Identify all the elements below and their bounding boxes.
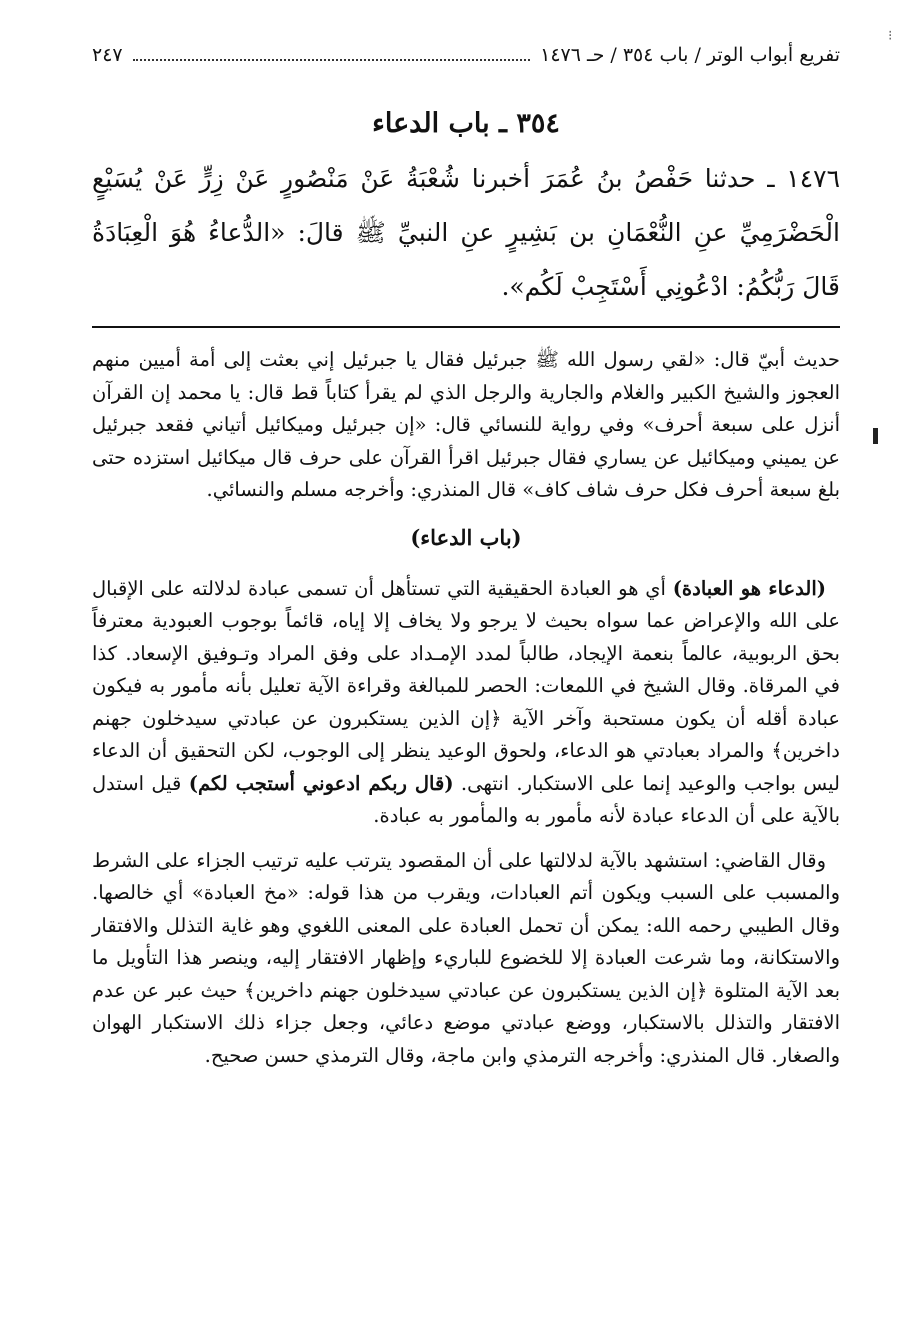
running-title: تفريع أبواب الوتر / باب ٣٥٤ / حـ ١٤٧٦ (540, 44, 840, 66)
page-number: ٢٤٧ (92, 44, 123, 66)
section-title: (باب الدعاء) (410, 524, 522, 550)
book-page (92, 40, 840, 1072)
commentary-paragraph-1 (92, 573, 840, 833)
commentary-intro: حديث أبيّ قال: «لقي رسول الله ﷺ جبرئيل فقال يا جبرئيل إني بعثت إلى أمة أميين منهم العجوز والشيخ الكبير والغلام والجارية والرجل الذي لم يقرأ كتاباً قط قال: يا محمد إن القرآن أنزل على سبعة أحرف» وفي رواية للنسائي قال: «إن جبرئيل وميكائيل أتياني فقعد جبرئيل عن يميني وميكائيل عن يساري فقال جبرئيل اقرأ القرآن على حرف قال ميكائيل استزده حتى بلغ سبعة أحرف فكل حرف شاف كاف» قال المنذري: وأخرجه مسلم والنسائي. (92, 348, 840, 501)
paragraph-1-text-b: قيل استدل بالآية على أن الدعاء عبادة لأنه مأمور به والمأمور به عبادة. (92, 771, 840, 827)
bold-phrase-verse: (قال ربكم ادعوني أستجب لكم) (188, 771, 454, 795)
paragraph-1-text-a: أي هو العبادة الحقيقية التي تستأهل أن تسمى عبادة لدلالته على الإقبال على الله والإعراض عما سواه بحيث لا يرجو ولا يخاف إلا إياه، قائماً بوجوب العبودية معترفاً بحق الربوبية، عالماً بنعمة الإيجاد، طالباً لمدد الإمـداد على وفق المراد وتـوفيق الإسعاد. كذا في المرقاة. وقال الشيخ في اللمعات: الحصر للمبالغة وقراءة الآية تعليل بأنه مأمور به فيكون عبادة أقله أن يكون مستحبة وآخر الآية ﴿إن الذين يستكبرون عن عبادتي سيدخلون جهنم داخرين﴾ والمراد بعبادتي هو الدعاء، ولحوق الوعيد ينظر إلى الوجوب، لكن التحقيق أن الدعاء ليس بواجب والوعيد إنما على الاستكبار. انتهى. (92, 576, 840, 795)
chapter-title: ٣٥٤ ـ باب الدعاء (372, 108, 560, 139)
margin-tick-mark (873, 428, 878, 444)
running-header (92, 40, 840, 74)
commentary-paragraph-2: وقال القاضي: استشهد بالآية لدلالتها على أن المقصود يترتب عليه ترتيب الجزاء على الشرط والمسبب على السبب ويكون أتم العبادات، ويقرب من هذا قوله: «مخ العبادة» أي خالصها. وقال الطيبي رحمه الله: يمكن أن تحمل العبادة على المعنى اللغوي وهو غاية التذلل والافتقار والاستكانة، وما شرعت العبادة إلا للخضوع للباريء وإظهار الافتقار إليه، وينصر هذا التأويل ما بعد الآية المتلوة ﴿إن الذين يستكبرون عن عبادتي سيدخلون جهنم داخرين﴾ حيث عبر عن عدم الافتقار والتذلل بالاستكبار، ووضع عبادتي موضع دعائي، وجعل جزاء ذلك الاستكبار الهوان والصغار. قال المنذري: وأخرجه الترمذي وابن ماجة، وقال الترمذي حسن صحيح. (92, 848, 840, 1067)
header-dot-leader (133, 43, 531, 61)
text-commentary-divider (92, 326, 840, 328)
hadith-text: ١٤٧٦ ـ حدثنا حَفْصُ بنُ عُمَرَ أخبرنا شُعْبَةُ عَنْ مَنْصُورٍ عَنْ زِرٍّ عَنْ يُسَيْعٍ الْحَضْرَمِيِّ عنِ النُّعْمَانِ بن بَشِيرٍ عنِ النبيِّ ﷺ قالَ: «الدُّعاءُ هُوَ الْعِبَادَةُ قَالَ رَبُّكُمُ: ادْعُونِي أَسْتَجِبْ لَكُم». (92, 164, 840, 301)
bold-phrase-dua-is-worship: (الدعاء هو العبادة) (672, 576, 826, 600)
margin-binding-mark: ⁝ (888, 28, 893, 44)
